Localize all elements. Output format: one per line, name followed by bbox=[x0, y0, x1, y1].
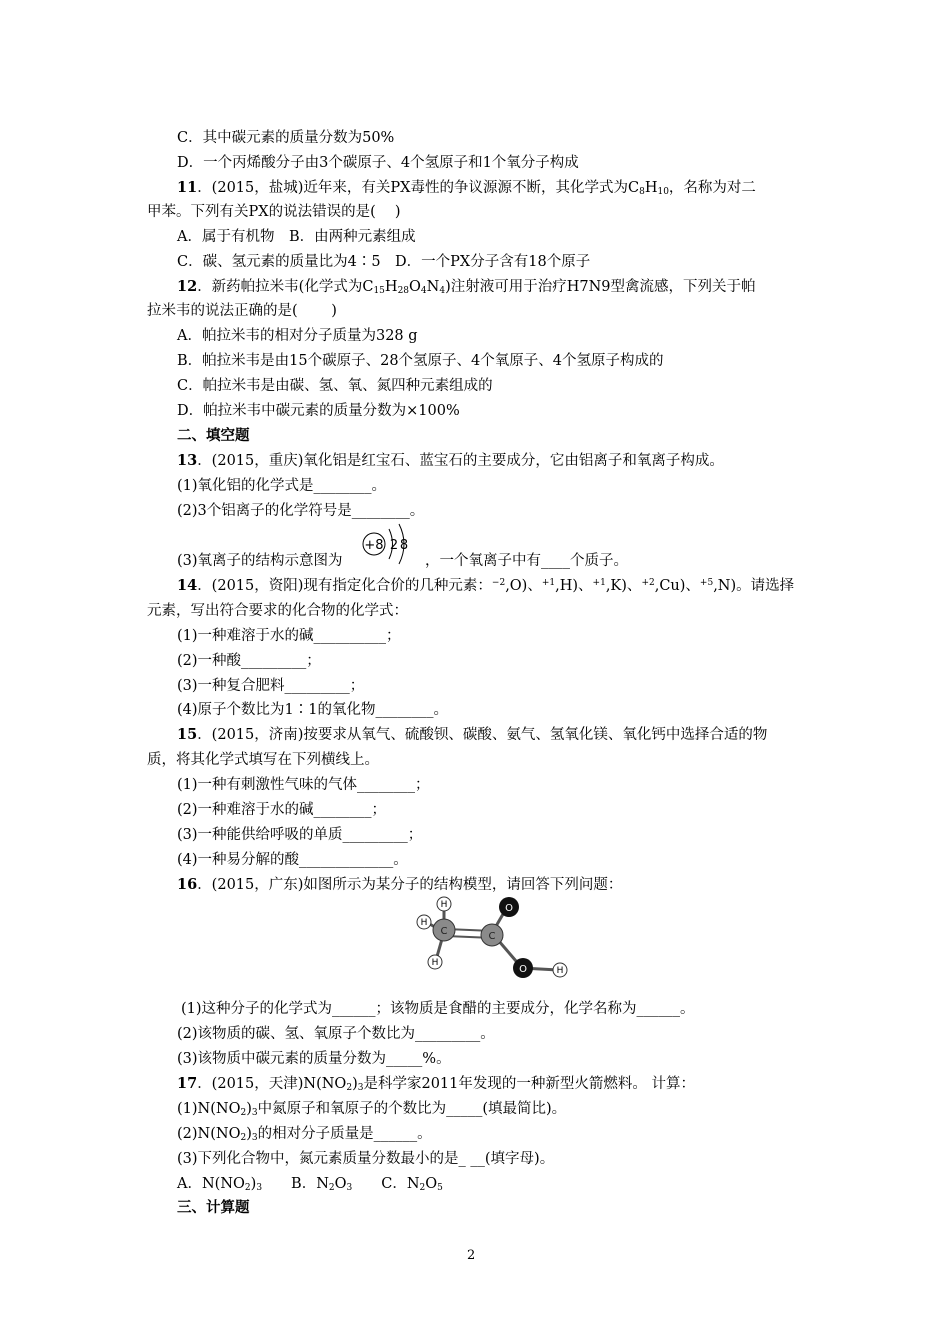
text: B．N bbox=[262, 1176, 329, 1192]
atom-label: O bbox=[505, 903, 513, 914]
question-17 bbox=[177, 1074, 695, 1094]
subscript: 2 bbox=[240, 1133, 247, 1143]
shell-2-count: 8 bbox=[399, 538, 409, 553]
question-12-cont: 拉米韦的说法正确的是( ) bbox=[147, 303, 337, 319]
question-number: 13 bbox=[177, 452, 198, 469]
question-12 bbox=[177, 277, 756, 297]
text: (1)N(NO bbox=[177, 1101, 241, 1117]
question-15-cont: 质，将其化学式填写在下列横线上。 bbox=[147, 752, 379, 768]
question-13-part-3b: ，一个氧离子中有____个质子。 bbox=[425, 553, 628, 569]
text: ,Cu)、 bbox=[654, 578, 700, 594]
subscript: 2 bbox=[240, 1108, 247, 1118]
question-number: 16 bbox=[177, 876, 198, 893]
question-11-cont: 甲苯。下列有关PX的说法错误的是( ) bbox=[147, 204, 401, 220]
valence: +2 bbox=[641, 578, 655, 588]
option-d-line: D．一个丙烯酸分子由3个碳原子、4个氢原子和1个氧分子构成 bbox=[177, 155, 579, 171]
question-14 bbox=[177, 576, 794, 596]
text: C．N bbox=[352, 1176, 420, 1192]
question-number: 17 bbox=[177, 1075, 198, 1092]
valence: +5 bbox=[699, 578, 714, 588]
text: O bbox=[334, 1176, 347, 1192]
atom-label: O bbox=[519, 964, 527, 975]
text: ) bbox=[246, 1101, 252, 1117]
question-15 bbox=[177, 725, 767, 745]
question-13 bbox=[177, 451, 724, 471]
subscript: 3 bbox=[357, 1083, 364, 1093]
section-heading-fill: 二、填空题 bbox=[177, 427, 250, 444]
text: ．(2015，重庆)氧化铝是红宝石、蓝宝石的主要成分，它由铝离子和氧离子构成。 bbox=[197, 453, 724, 469]
question-17-part-2 bbox=[177, 1124, 432, 1144]
subscript: 2 bbox=[419, 1183, 426, 1193]
subscript: 10 bbox=[657, 187, 669, 197]
text: ) bbox=[352, 1076, 358, 1092]
question-14-part-3: (3)一种复合肥料_________； bbox=[177, 678, 365, 694]
valence: +1 bbox=[541, 578, 556, 588]
text: ，名称为对二 bbox=[668, 180, 756, 196]
text: A．N(NO bbox=[177, 1176, 245, 1192]
nucleus-charge: +8 bbox=[364, 538, 384, 553]
question-16-part-3: (3)该物质中碳元素的质量分数为_____%。 bbox=[177, 1051, 451, 1067]
text: H bbox=[384, 279, 398, 295]
text: N bbox=[426, 279, 440, 295]
question-number: 14 bbox=[177, 577, 198, 594]
question-14-part-4: (4)原子个数比为1∶1的氧化物________。 bbox=[177, 702, 448, 718]
question-number: 11 bbox=[177, 179, 198, 196]
question-15-part-4: (4)一种易分解的酸_____________。 bbox=[177, 852, 408, 868]
subscript: 15 bbox=[373, 286, 385, 296]
subscript: 8 bbox=[639, 187, 645, 197]
question-11-options-ab: A．属于有机物 B．由两种元素组成 bbox=[177, 229, 416, 245]
text: ．(2015，济南)按要求从氧气、硫酸钡、碳酸、氨气、氢氧化镁、氧化钙中选择合适的物 bbox=[197, 727, 768, 743]
subscript: 3 bbox=[251, 1108, 258, 1118]
atom-label: H bbox=[556, 966, 564, 976]
question-12-option-c: C．帕拉米韦是由碳、氢、氧、氮四种元素组成的 bbox=[177, 378, 493, 394]
question-17-part-1 bbox=[177, 1099, 566, 1119]
text: 的相对分子质量是______。 bbox=[257, 1126, 432, 1142]
question-13-part-3a: (3)氧离子的结构示意图为 bbox=[177, 553, 343, 569]
question-11 bbox=[177, 178, 756, 198]
subscript: 4 bbox=[439, 286, 446, 296]
subscript: 3 bbox=[251, 1133, 258, 1143]
valence: +1 bbox=[592, 578, 606, 588]
subscript: 2 bbox=[346, 1083, 353, 1093]
subscript: 28 bbox=[397, 286, 410, 296]
question-16 bbox=[177, 875, 622, 895]
question-12-option-d: D．帕拉米韦中碳元素的质量分数为×100% bbox=[177, 403, 460, 419]
question-16-part-1: (1)这种分子的化学式为______；该物质是食醋的主要成分，化学名称为______。 bbox=[181, 1001, 695, 1017]
atom-label: H bbox=[420, 918, 428, 928]
shell-1-count: 2 bbox=[389, 538, 399, 553]
text: ) bbox=[246, 1126, 252, 1142]
question-number: 12 bbox=[177, 278, 198, 295]
subscript: 5 bbox=[437, 1183, 443, 1193]
question-14-part-1: (1)一种难溶于水的碱__________； bbox=[177, 628, 401, 644]
subscript: 2 bbox=[328, 1183, 335, 1193]
text: ,N)。请选择 bbox=[713, 578, 795, 594]
page-number: 2 bbox=[467, 1248, 476, 1263]
oxygen-ion-structure-diagram bbox=[358, 521, 422, 571]
question-15-part-3: (3)一种能供给呼吸的单质_________； bbox=[177, 827, 423, 843]
atom-label: C bbox=[440, 926, 448, 937]
text: O bbox=[425, 1176, 438, 1192]
question-17-options bbox=[177, 1174, 443, 1194]
valence: −2 bbox=[491, 578, 506, 588]
acetic-acid-molecule-model bbox=[410, 895, 575, 985]
question-13-part-2: (2)3个铝离子的化学符号是________。 bbox=[177, 503, 425, 519]
text: ．(2015，广东)如图所示为某分子的结构模型，请回答下列问题： bbox=[197, 877, 623, 893]
option-c-line: C．其中碳元素的质量分数为50% bbox=[177, 130, 395, 146]
subscript: 3 bbox=[346, 1183, 353, 1193]
text: O bbox=[409, 279, 421, 295]
subscript: 2 bbox=[244, 1183, 251, 1193]
text: (2)N(NO bbox=[177, 1126, 241, 1142]
text: ,H)、 bbox=[555, 578, 593, 594]
question-16-part-2: (2)该物质的碳、氢、氧原子个数比为_________。 bbox=[177, 1026, 495, 1042]
atom-label: H bbox=[431, 958, 439, 968]
question-17-part-3: (3)下列化合物中，氮元素质量分数最小的是_ __(填字母)。 bbox=[177, 1151, 555, 1167]
question-14-part-2: (2)一种酸_________； bbox=[177, 653, 321, 669]
text: 中氮原子和氧原子的个数比为_____(填最简比)。 bbox=[257, 1101, 567, 1117]
question-12-option-a: A．帕拉米韦的相对分子质量为328 g bbox=[177, 328, 418, 344]
question-14-cont: 元素，写出符合要求的化合物的化学式： bbox=[147, 603, 408, 619]
text: 是科学家2011年发现的一种新型火箭燃料。 计算： bbox=[363, 1076, 695, 1092]
atom-label: C bbox=[488, 931, 496, 942]
question-11-options-cd: C．碳、氢元素的质量比为4∶5 D．一个PX分子含有18个原子 bbox=[177, 254, 591, 270]
question-number: 15 bbox=[177, 726, 198, 743]
text: ．(2015，盐城)近年来，有关PX毒性的争议源源不断，其化学式为C bbox=[197, 180, 640, 196]
text: H bbox=[644, 180, 658, 196]
text: ．(2015，资阳)现有指定化合价的几种元素： bbox=[197, 578, 492, 594]
text: ,K)、 bbox=[605, 578, 642, 594]
subscript: 4 bbox=[420, 286, 427, 296]
question-12-option-b: B．帕拉米韦是由15个碳原子、28个氢原子、4个氧原子、4个氢原子构成的 bbox=[177, 353, 664, 369]
text: )注射液可用于治疗H7N9型禽流感，下列关于帕 bbox=[445, 279, 756, 295]
text: ,O)、 bbox=[505, 578, 542, 594]
text: ．新药帕拉米韦(化学式为C bbox=[197, 279, 374, 295]
question-13-part-1: (1)氧化铝的化学式是________。 bbox=[177, 478, 387, 494]
subscript: 3 bbox=[256, 1183, 263, 1193]
text: ．(2015，天津)N(NO bbox=[197, 1076, 347, 1092]
atom-label: H bbox=[440, 900, 448, 910]
question-15-part-2: (2)一种难溶于水的碱________； bbox=[177, 802, 387, 818]
question-15-part-1: (1)一种有刺激性气味的气体________； bbox=[177, 777, 430, 793]
text: ) bbox=[250, 1176, 257, 1192]
section-heading-calc: 三、计算题 bbox=[177, 1199, 250, 1216]
